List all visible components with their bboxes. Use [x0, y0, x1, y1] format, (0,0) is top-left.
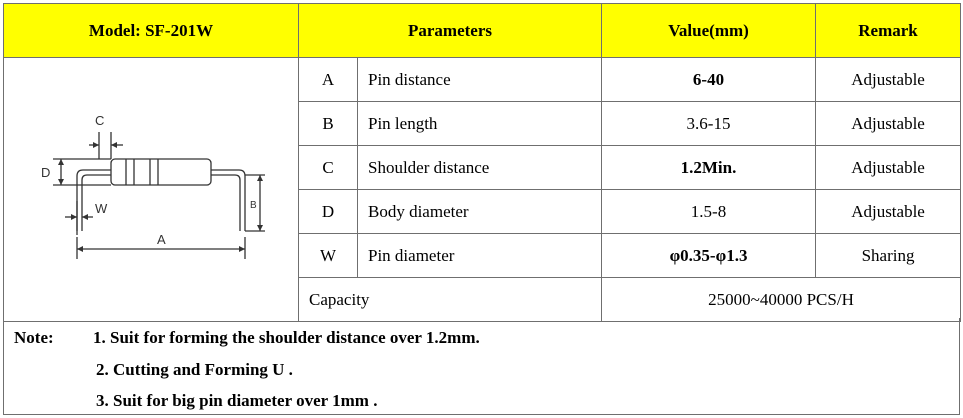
param-name: Body diameter — [358, 190, 602, 234]
header-row — [4, 4, 961, 58]
diagram-label-b: B — [250, 200, 257, 211]
notes-section — [3, 318, 960, 415]
diagram-label-a: A — [157, 232, 166, 247]
remark-header: Remark — [816, 4, 961, 58]
param-remark: Sharing — [816, 234, 961, 278]
param-remark: Adjustable — [816, 146, 961, 190]
notes-label: Note: — [14, 328, 54, 347]
param-value: 3.6-15 — [602, 102, 816, 146]
param-remark: Adjustable — [816, 58, 961, 102]
param-name: Pin distance — [358, 58, 602, 102]
diagram-label-d: D — [41, 165, 51, 180]
param-name: Pin diameter — [358, 234, 602, 278]
param-code: A — [299, 58, 358, 102]
component-diagram-cell — [4, 58, 299, 322]
note-item: 2. Cutting and Forming U . — [96, 360, 293, 379]
diagram-label-w: W — [95, 201, 108, 216]
model-header: Model: SF-201W — [4, 4, 299, 58]
note-item: 3. Suit for big pin diameter over 1mm . — [96, 391, 378, 410]
spec-table — [3, 3, 961, 322]
capacity-value: 25000~40000 PCS/H — [602, 278, 961, 322]
param-code: W — [299, 234, 358, 278]
param-remark: Adjustable — [816, 190, 961, 234]
diagram-label-c: C — [95, 113, 105, 128]
table-row — [4, 58, 961, 102]
value-header: Value(mm) — [602, 4, 816, 58]
param-code: C — [299, 146, 358, 190]
param-code: B — [299, 102, 358, 146]
param-value: φ0.35-φ1.3 — [602, 234, 816, 278]
note-item: 1. Suit for forming the shoulder distance over 1.2mm. — [93, 328, 480, 347]
parameters-header: Parameters — [299, 4, 602, 58]
param-name: Shoulder distance — [358, 146, 602, 190]
param-value: 1.2Min. — [602, 146, 816, 190]
param-code: D — [299, 190, 358, 234]
capacity-label: Capacity — [299, 278, 602, 322]
param-value: 1.5-8 — [602, 190, 816, 234]
param-remark: Adjustable — [816, 102, 961, 146]
resistor-forming-diagram — [31, 87, 271, 287]
param-name: Pin length — [358, 102, 602, 146]
param-value: 6-40 — [602, 58, 816, 102]
